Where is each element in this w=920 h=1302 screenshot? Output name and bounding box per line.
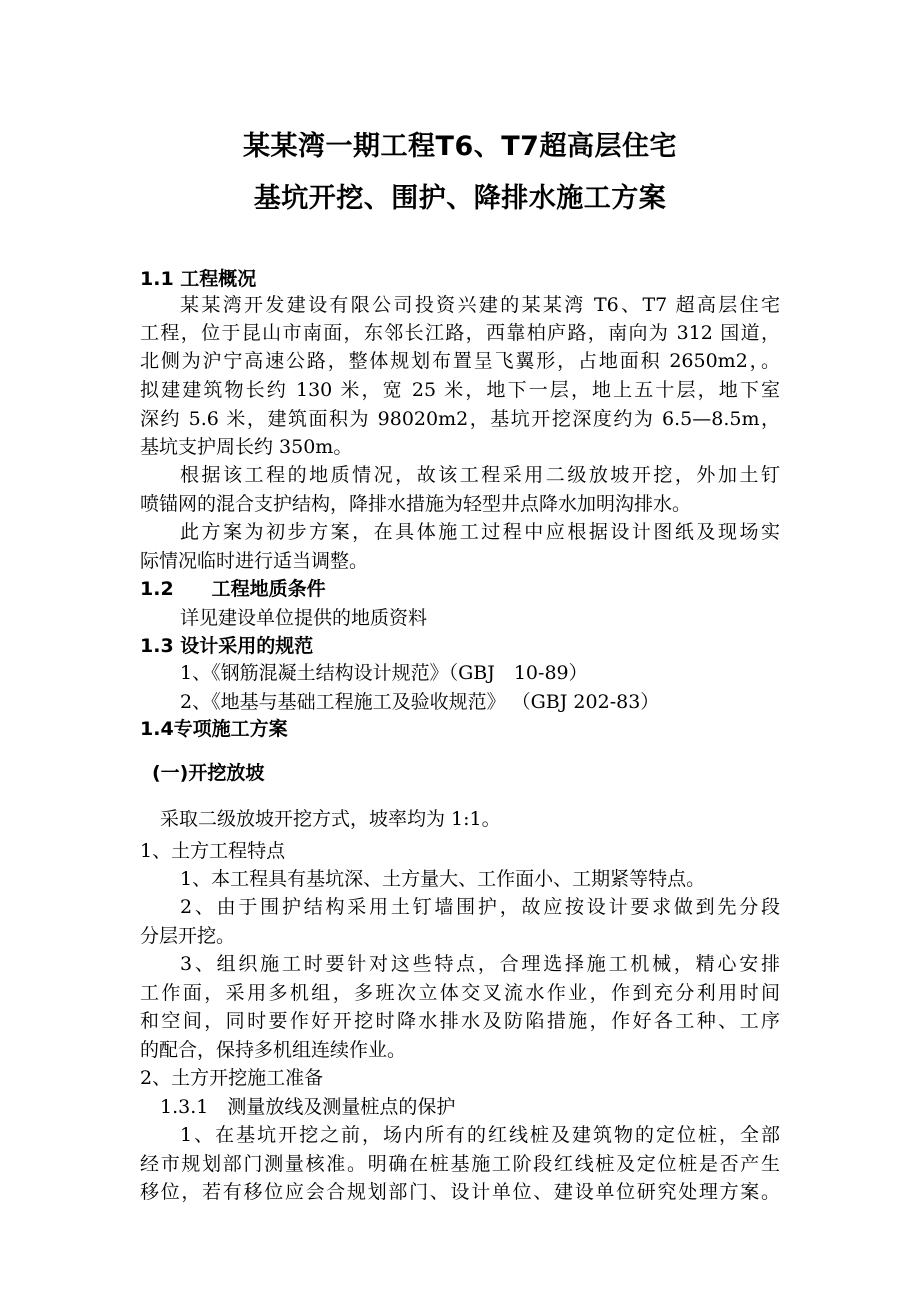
overview-paragraph-line: 某某湾开发建设有限公司投资兴建的某某湾 T6、T7 超高层住宅 (180, 294, 780, 316)
survey-paragraph-line: 1、在基坑开挖之前，场内所有的红线桩及建筑物的定位桩，全部 (180, 1124, 780, 1146)
section-heading-1-3: 1.3 设计采用的规范 (140, 635, 314, 657)
feature-item-line: 2、由于围护结构采用土钉墙围护，故应按设计要求做到先分段 (180, 896, 780, 918)
survey-paragraph-line: 移位，若有移位应会合规划部门、设计单位、建设单位研究处理方案。 (140, 1181, 780, 1203)
overview-paragraph-line: 拟建建筑物长约 130 米，宽 25 米，地下一层，地上五十层，地下室 (140, 379, 780, 401)
overview-paragraph-line: 基坑支护周长约 350m。 (140, 436, 353, 458)
slope-method-text: 采取二级放坡开挖方式，坡率均为 1:1。 (160, 808, 501, 830)
document-title-line1: 某某湾一期工程T6、T7超高层住宅 (243, 131, 677, 162)
geology-paragraph-line: 根据该工程的地质情况，故该工程采用二级放坡开挖，外加土钉 (180, 464, 780, 486)
feature-item-line: 和空间，同时要作好开挖时降水排水及防陷措施，作好各工种、工序 (140, 1010, 780, 1032)
feature-item-line: 分层开挖。 (140, 925, 236, 947)
plan-note-line: 此方案为初步方案，在具体施工过程中应根据设计图纸及现场实 (180, 521, 780, 543)
overview-paragraph-line: 深约 5.6 米，建筑面积为 98020m2，基坑开挖深度约为 6.5—8.5m， (140, 408, 780, 430)
standard-item: 1、《钢筋混凝土结构设计规范》（GBJ 10-89） (180, 662, 588, 684)
standard-item: 2、《地基与基础工程施工及验收规范》 （GBJ 202-83） (180, 691, 660, 713)
geology-paragraph-line: 喷锚网的混合支护结构，降排水措施为轻型井点降水加明沟排水。 (140, 493, 692, 515)
feature-item-line: 1、本工程具有基坑深、土方量大、工作面小、工期紧等特点。 (180, 868, 706, 890)
subheading-survey-protection: 1.3.1 测量放线及测量桩点的保护 (160, 1096, 456, 1118)
survey-paragraph-line: 经市规划部门测量核准。明确在桩基施工阶段红线桩及定位桩是否产生 (140, 1153, 780, 1175)
plan-note-line: 际情况临时进行适当调整。 (140, 550, 369, 572)
feature-item-line: 3、组织施工时要针对这些特点，合理选择施工机械，精心安排 (180, 953, 780, 975)
overview-paragraph-line: 工程，位于昆山市南面，东邻长江路，西靠柏庐路，南向为 312 国道， (140, 322, 780, 344)
subheading-earthwork-features: 1、土方工程特点 (140, 840, 286, 862)
feature-item-line: 的配合，保持多机组连续作业。 (140, 1039, 407, 1061)
document-title-line2: 基坑开挖、围护、降排水施工方案 (253, 183, 667, 214)
subheading-excavation-slope: (一)开挖放坡 (152, 762, 265, 784)
section-heading-1-4: 1.4专项施工方案 (140, 718, 288, 740)
geology-reference-text: 详见建设单位提供的地质资料 (180, 607, 428, 629)
overview-paragraph-line: 北侧为沪宁高速公路，整体规划布置呈飞翼形，占地面积 2650m2，。 (140, 350, 780, 372)
subheading-excavation-preparation: 2、土方开挖施工准备 (140, 1067, 324, 1089)
feature-item-line: 工作面，采用多机组，多班次立体交叉流水作业，作到充分利用时间 (140, 982, 780, 1004)
section-heading-1-1: 1.1 工程概况 (140, 268, 257, 290)
section-heading-1-2: 1.2 工程地质条件 (140, 578, 326, 600)
